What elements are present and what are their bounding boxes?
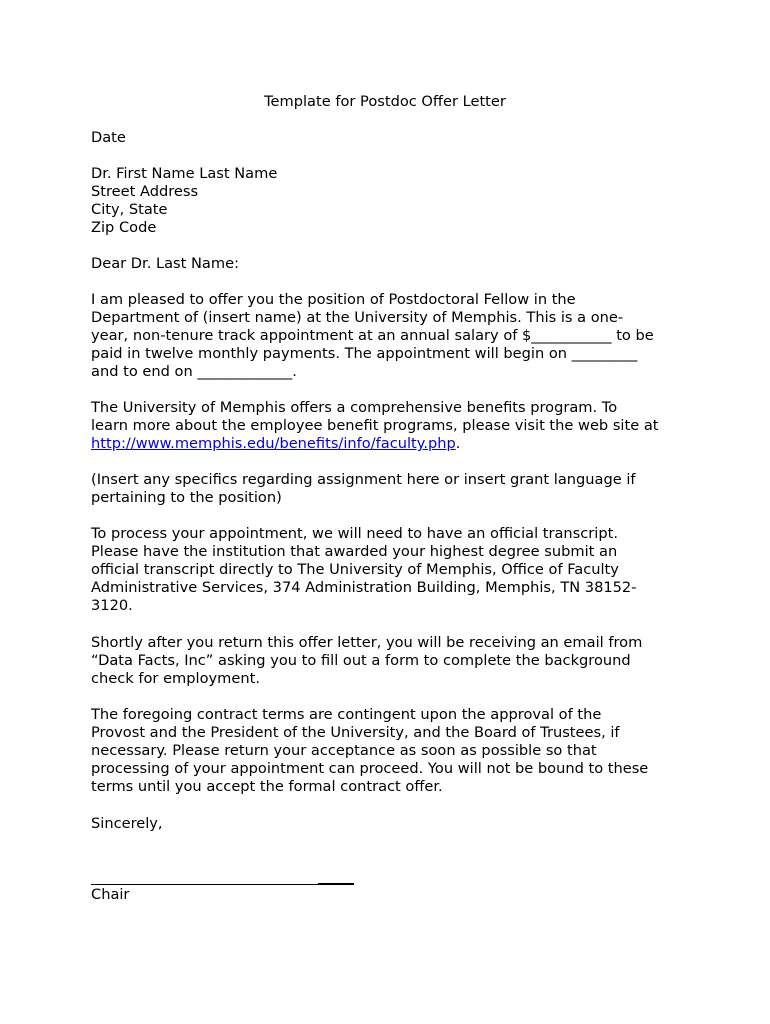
terms-paragraph-line: terms until you accept the formal contract offer. — [91, 778, 443, 795]
terms-paragraph-line: necessary. Please return your acceptance as soon as possible so that — [91, 742, 597, 759]
benefits-link-suffix: . — [455, 435, 461, 452]
recipient-city-state: City, State — [91, 201, 168, 218]
benefits-link[interactable]: http://www.memphis.edu/benefits/info/faculty.php — [91, 435, 456, 452]
benefits-paragraph-line: learn more about the employee benefit programs, please visit the web site at — [91, 417, 659, 434]
terms-paragraph-line: Provost and the President of the University, and the Board of Trustees, if — [91, 724, 620, 741]
terms-paragraph-line: processing of your appointment can proceed. You will not be bound to these — [91, 760, 649, 777]
benefits-paragraph-line: The University of Memphis offers a comprehensive benefits program. To — [91, 399, 618, 416]
transcript-paragraph-line: Please have the institution that awarded your highest degree submit an — [91, 543, 618, 560]
date-line: Date — [91, 129, 126, 146]
transcript-paragraph-line: Administrative Services, 374 Administration Building, Memphis, TN 38152- — [91, 579, 637, 596]
document-title: Template for Postdoc Offer Letter — [264, 93, 506, 110]
signature-title: Chair — [91, 886, 130, 903]
background-paragraph-line: Shortly after you return this offer letter, you will be receiving an email from — [91, 634, 643, 651]
transcript-paragraph-line: official transcript directly to The University of Memphis, Office of Faculty — [91, 561, 619, 578]
offer-paragraph-line: I am pleased to offer you the position of Postdoctoral Fellow in the — [91, 291, 576, 308]
terms-paragraph-line: The foregoing contract terms are contingent upon the approval of the — [91, 706, 602, 723]
offer-paragraph-line: and to end on _____________. — [91, 363, 297, 380]
recipient-zip: Zip Code — [91, 219, 157, 236]
salutation: Dear Dr. Last Name: — [91, 255, 239, 272]
transcript-paragraph-line: 3120. — [91, 597, 133, 614]
recipient-street: Street Address — [91, 183, 199, 200]
specifics-paragraph-line: (Insert any specifics regarding assignment here or insert grant language if — [91, 471, 636, 488]
signature-line — [91, 884, 354, 885]
benefits-link-line — [91, 435, 460, 453]
recipient-name: Dr. First Name Last Name — [91, 165, 278, 182]
transcript-paragraph-line: To process your appointment, we will need to have an official transcript. — [91, 525, 618, 542]
offer-paragraph-line: Department of (insert name) at the University of Memphis. This is a one- — [91, 309, 624, 326]
signature-line-extension — [318, 883, 354, 885]
background-paragraph-line: “Data Facts, Inc” asking you to fill out a form to complete the background — [91, 652, 631, 669]
background-paragraph-line: check for employment. — [91, 670, 260, 687]
closing: Sincerely, — [91, 815, 163, 832]
specifics-paragraph-line: pertaining to the position) — [91, 489, 282, 506]
offer-paragraph-line: paid in twelve monthly payments. The appointment will begin on _________ — [91, 345, 638, 362]
offer-paragraph-line: year, non-tenure track appointment at an annual salary of $___________ to be — [91, 327, 654, 344]
